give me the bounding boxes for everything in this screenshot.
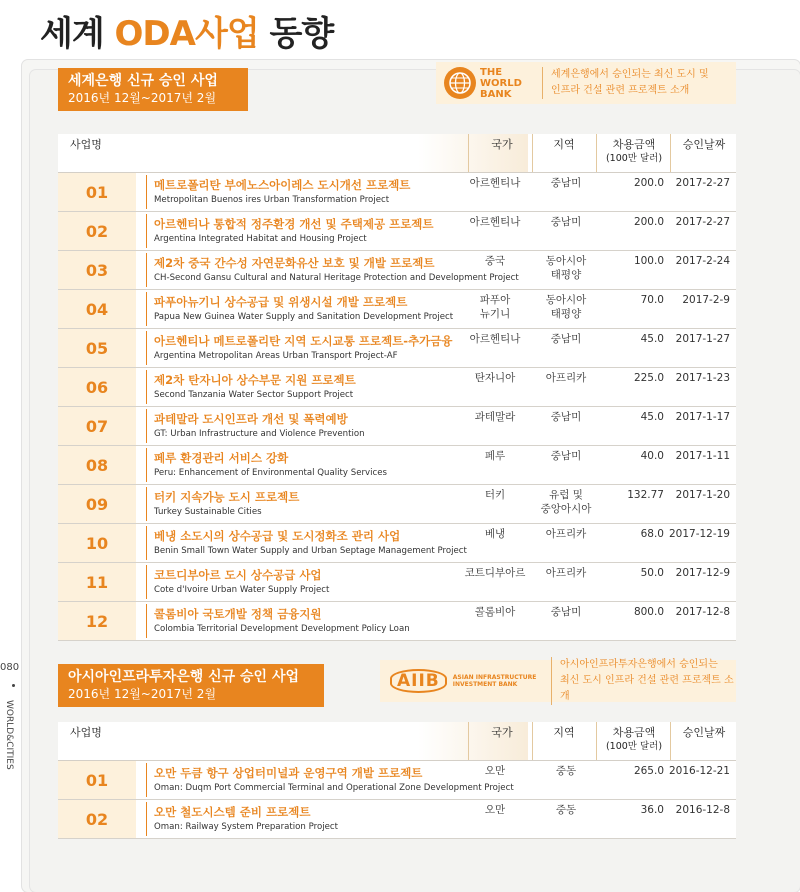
amount-cell: 45.0: [640, 333, 664, 345]
header-country: 국가: [491, 726, 513, 739]
region-cell: 중남미: [550, 216, 582, 228]
project-name-ko: 오만 두큼 항구 상업터미널과 운영구역 개발 프로젝트: [154, 766, 423, 780]
project-name-en: CH-Second Gansu Cultural and Natural Heritage Protection and Development Project: [154, 273, 519, 283]
wb-section-period: 2016년 12월~2017년 2월: [68, 91, 217, 105]
header-sep: [596, 722, 597, 760]
date-cell: 2017-1-17: [675, 411, 730, 423]
row-number: 04: [58, 290, 136, 328]
title-prefix: 세계: [40, 14, 115, 54]
title-accent: ODA사업: [114, 14, 259, 54]
page-number: 080: [0, 662, 20, 673]
row-accent-line: [146, 565, 147, 599]
amount-cell: 70.0: [640, 294, 664, 306]
region-cell: 아프리카: [545, 528, 587, 540]
row-accent-line: [146, 370, 147, 404]
wb-logo-line-2: WORLD: [480, 77, 522, 89]
header-amount-unit: (100만 달러): [605, 741, 663, 752]
amount-cell: 132.77: [627, 489, 664, 501]
project-name-en: Metropolitan Buenos ires Urban Transformation Project: [154, 195, 390, 205]
header-sep: [468, 134, 469, 172]
region-cell: 중동: [555, 804, 577, 816]
region-cell: 동아시아 태평양: [545, 294, 587, 320]
header-country: 국가: [491, 138, 513, 151]
project-name-en: Second Tanzania Water Sector Support Project: [154, 390, 354, 400]
region-cell: 아프리카: [545, 567, 587, 579]
title-suffix: 동향: [258, 14, 334, 54]
wb-table-body: [58, 173, 736, 641]
country-cell: 오만: [484, 804, 506, 816]
project-name-en: Argentina Metropolitan Areas Urban Transport Project-AF: [154, 351, 398, 361]
table-row: [58, 524, 736, 563]
header-date: 승인날짜: [682, 726, 726, 739]
region-cell: 동아시아 태평양: [545, 255, 587, 281]
region-cell: 중남미: [550, 450, 582, 462]
row-number: 05: [58, 329, 136, 367]
country-cell: 오만: [484, 765, 506, 777]
date-cell: 2017-1-27: [675, 333, 730, 345]
row-accent-line: [146, 604, 147, 638]
row-accent-line: [146, 763, 147, 797]
project-name-ko: 아르헨티나 메트로폴리탄 지역 도시교통 프로젝트-추가금융: [154, 334, 453, 348]
row-number: 09: [58, 485, 136, 523]
row-number: 03: [58, 251, 136, 289]
date-cell: 2016-12-21: [668, 765, 730, 777]
aiib-table-header: [58, 722, 736, 761]
table-row: [58, 446, 736, 485]
project-name-en: Oman: Railway System Preparation Project: [154, 822, 338, 832]
project-name-ko: 제2차 중국 간수성 자연문화유산 보호 및 개발 프로젝트: [154, 256, 435, 270]
aiib-logo-text: [453, 674, 543, 688]
table-row: [58, 290, 736, 329]
aiib-logo-line-1: ASIAN INFRASTRUCTURE: [452, 674, 537, 681]
header-sep: [670, 134, 671, 172]
header-amount-label: 차용금액: [612, 138, 656, 151]
aiib-section-title: 아시아인프라투자은행 신규 승인 사업: [68, 669, 300, 685]
country-cell: 아르헨티나: [469, 177, 521, 189]
header-amount-unit: (100만 달러): [605, 153, 663, 164]
row-accent-line: [146, 802, 147, 836]
header-sep: [532, 134, 533, 172]
project-name-en: Benin Small Town Water Supply and Urban Septage Management Project: [154, 546, 467, 556]
aiib-logo-line-2: INVESTMENT BANK: [452, 681, 518, 688]
date-cell: 2017-12-9: [675, 567, 730, 579]
region-cell: 중남미: [550, 606, 582, 618]
table-row: [58, 173, 736, 212]
separator-dot: [12, 684, 15, 687]
region-cell: 중동: [555, 765, 577, 777]
country-cell: 중국: [484, 255, 506, 267]
wb-desc-line-1: 세계은행에서 승인되는 최신 도시 및: [551, 69, 709, 80]
date-cell: 2017-12-8: [675, 606, 730, 618]
project-name-ko: 아르헨티나 통합적 정주환경 개선 및 주택제공 프로젝트: [154, 217, 434, 231]
table-row: [58, 407, 736, 446]
row-accent-line: [146, 175, 147, 209]
project-name-ko: 과테말라 도시인프라 개선 및 폭력예방: [154, 412, 348, 426]
row-number: 01: [58, 761, 136, 799]
date-cell: 2017-1-20: [675, 489, 730, 501]
aiib-description: [551, 657, 736, 705]
row-accent-line: [146, 331, 147, 365]
header-name: 사업명: [70, 726, 102, 739]
aiib-section-tag: [58, 664, 324, 707]
row-accent-line: [146, 409, 147, 443]
project-name-en: GT: Urban Infrastructure and Violence Prevention: [154, 429, 365, 439]
header-sep: [596, 134, 597, 172]
row-accent-line: [146, 487, 147, 521]
date-cell: 2017-1-11: [675, 450, 730, 462]
row-number: 07: [58, 407, 136, 445]
wb-info-box: [436, 62, 736, 104]
table-row: [58, 329, 736, 368]
header-amount: [598, 138, 670, 166]
project-name-en: Oman: Duqm Port Commercial Terminal and Operational Zone Development Project: [154, 783, 514, 793]
row-number: 02: [58, 212, 136, 250]
region-cell: 아프리카: [545, 372, 587, 384]
date-cell: 2017-2-24: [675, 255, 730, 267]
wb-table-header: [58, 134, 736, 173]
project-name-ko: 코트디부아르 도시 상수공급 사업: [154, 568, 322, 582]
row-number: 11: [58, 563, 136, 601]
region-cell: 중남미: [550, 411, 582, 423]
row-number: 12: [58, 602, 136, 640]
wb-table: [58, 134, 736, 641]
country-cell: 아르헨티나: [469, 216, 521, 228]
row-number: 01: [58, 173, 136, 211]
amount-cell: 265.0: [633, 765, 664, 777]
table-row: [58, 563, 736, 602]
date-cell: 2017-2-9: [682, 294, 730, 306]
project-name-en: Cote d'Ivoire Urban Water Supply Project: [154, 585, 330, 595]
section-label: WORLD&CITIES: [4, 700, 14, 770]
amount-cell: 200.0: [633, 177, 664, 189]
table-row: [58, 485, 736, 524]
header-region: 지역: [553, 726, 575, 739]
row-accent-line: [146, 448, 147, 482]
table-row: [58, 800, 736, 839]
project-name-en: Peru: Enhancement of Environmental Quality Services: [154, 468, 387, 478]
aiib-table-body: [58, 761, 736, 839]
wb-section-tag: [58, 68, 248, 111]
amount-cell: 40.0: [640, 450, 664, 462]
project-name-en: Papua New Guinea Water Supply and Sanitation Development Project: [154, 312, 454, 322]
row-accent-line: [146, 253, 147, 287]
project-name-ko: 베냉 소도시의 상수공급 및 도시정화조 관리 사업: [154, 529, 401, 543]
wb-desc-line-2: 인프라 건설 관련 프로젝트 소개: [551, 85, 690, 96]
country-cell: 과테말라: [474, 411, 516, 423]
row-number: 10: [58, 524, 136, 562]
project-name-ko: 메트로폴리탄 부에노스아이레스 도시개선 프로젝트: [154, 178, 411, 192]
row-accent-line: [146, 292, 147, 326]
country-cell: 파푸아 뉴기니: [479, 294, 511, 320]
country-cell: 콜롬비아: [474, 606, 516, 618]
table-row: [58, 602, 736, 641]
project-name-ko: 페루 환경관리 서비스 강화: [154, 451, 289, 465]
amount-cell: 68.0: [640, 528, 664, 540]
row-accent-line: [146, 214, 147, 248]
amount-cell: 200.0: [633, 216, 664, 228]
aiib-table: [58, 722, 736, 839]
header-amount: [598, 726, 670, 754]
amount-cell: 100.0: [633, 255, 664, 267]
date-cell: 2016-12-8: [675, 804, 730, 816]
date-cell: 2017-2-27: [675, 177, 730, 189]
project-name-ko: 콜롬비아 국토개발 정책 금융지원: [154, 607, 322, 621]
project-name-en: Turkey Sustainable Cities: [154, 507, 262, 517]
date-cell: 2017-12-19: [668, 528, 730, 540]
project-name-ko: 오만 철도시스템 준비 프로젝트: [154, 805, 311, 819]
country-cell: 탄자니아: [474, 372, 516, 384]
wb-logo-line-3: BANK: [480, 88, 512, 100]
row-accent-line: [146, 526, 147, 560]
page-title: [40, 6, 333, 55]
country-cell: 페루: [484, 450, 506, 462]
amount-cell: 45.0: [640, 411, 664, 423]
aiib-section-period: 2016년 12월~2017년 2월: [68, 687, 217, 701]
world-bank-logo-text: [480, 67, 534, 100]
country-cell: 코트디부아르: [464, 567, 526, 579]
table-row: [58, 761, 736, 800]
globe-icon: [444, 67, 476, 99]
header-name: 사업명: [70, 138, 102, 151]
row-number: 02: [58, 800, 136, 838]
header-amount-label: 차용금액: [612, 726, 656, 739]
wb-description: [542, 67, 709, 99]
wb-logo-line-1: THE: [480, 66, 503, 78]
amount-cell: 50.0: [640, 567, 664, 579]
region-cell: 유럽 및 중앙아시아: [540, 489, 592, 515]
header-region: 지역: [553, 138, 575, 151]
project-name-ko: 터키 지속가능 도시 프로젝트: [154, 490, 300, 504]
aiib-desc-line-2: 최신 도시 인프라 건설 관련 프로젝트 소개: [560, 675, 734, 702]
aiib-logo: AIIB: [390, 669, 447, 693]
header-date: 승인날짜: [682, 138, 726, 151]
country-cell: 베냉: [484, 528, 506, 540]
wb-section-title: 세계은행 신규 승인 사업: [68, 73, 218, 89]
region-cell: 중남미: [550, 333, 582, 345]
date-cell: 2017-2-27: [675, 216, 730, 228]
country-cell: 아르헨티나: [469, 333, 521, 345]
aiib-desc-line-1: 아시아인프라투자은행에서 승인되는: [560, 659, 718, 670]
country-cell: 터키: [484, 489, 506, 501]
row-number: 08: [58, 446, 136, 484]
date-cell: 2017-1-23: [675, 372, 730, 384]
project-name-ko: 제2차 탄자니아 상수부문 지원 프로젝트: [154, 373, 356, 387]
table-row: [58, 251, 736, 290]
row-number: 06: [58, 368, 136, 406]
table-row: [58, 368, 736, 407]
header-sep: [468, 722, 469, 760]
region-cell: 중남미: [550, 177, 582, 189]
amount-cell: 800.0: [633, 606, 664, 618]
amount-cell: 36.0: [640, 804, 664, 816]
header-sep: [532, 722, 533, 760]
amount-cell: 225.0: [633, 372, 664, 384]
aiib-info-box: [380, 660, 736, 702]
project-name-ko: 파푸아뉴기니 상수공급 및 위생시설 개발 프로젝트: [154, 295, 408, 309]
table-row: [58, 212, 736, 251]
header-sep: [670, 722, 671, 760]
project-name-en: Argentina Integrated Habitat and Housing Project: [154, 234, 367, 244]
project-name-en: Colombia Territorial Development Development Policy Loan: [154, 624, 410, 634]
